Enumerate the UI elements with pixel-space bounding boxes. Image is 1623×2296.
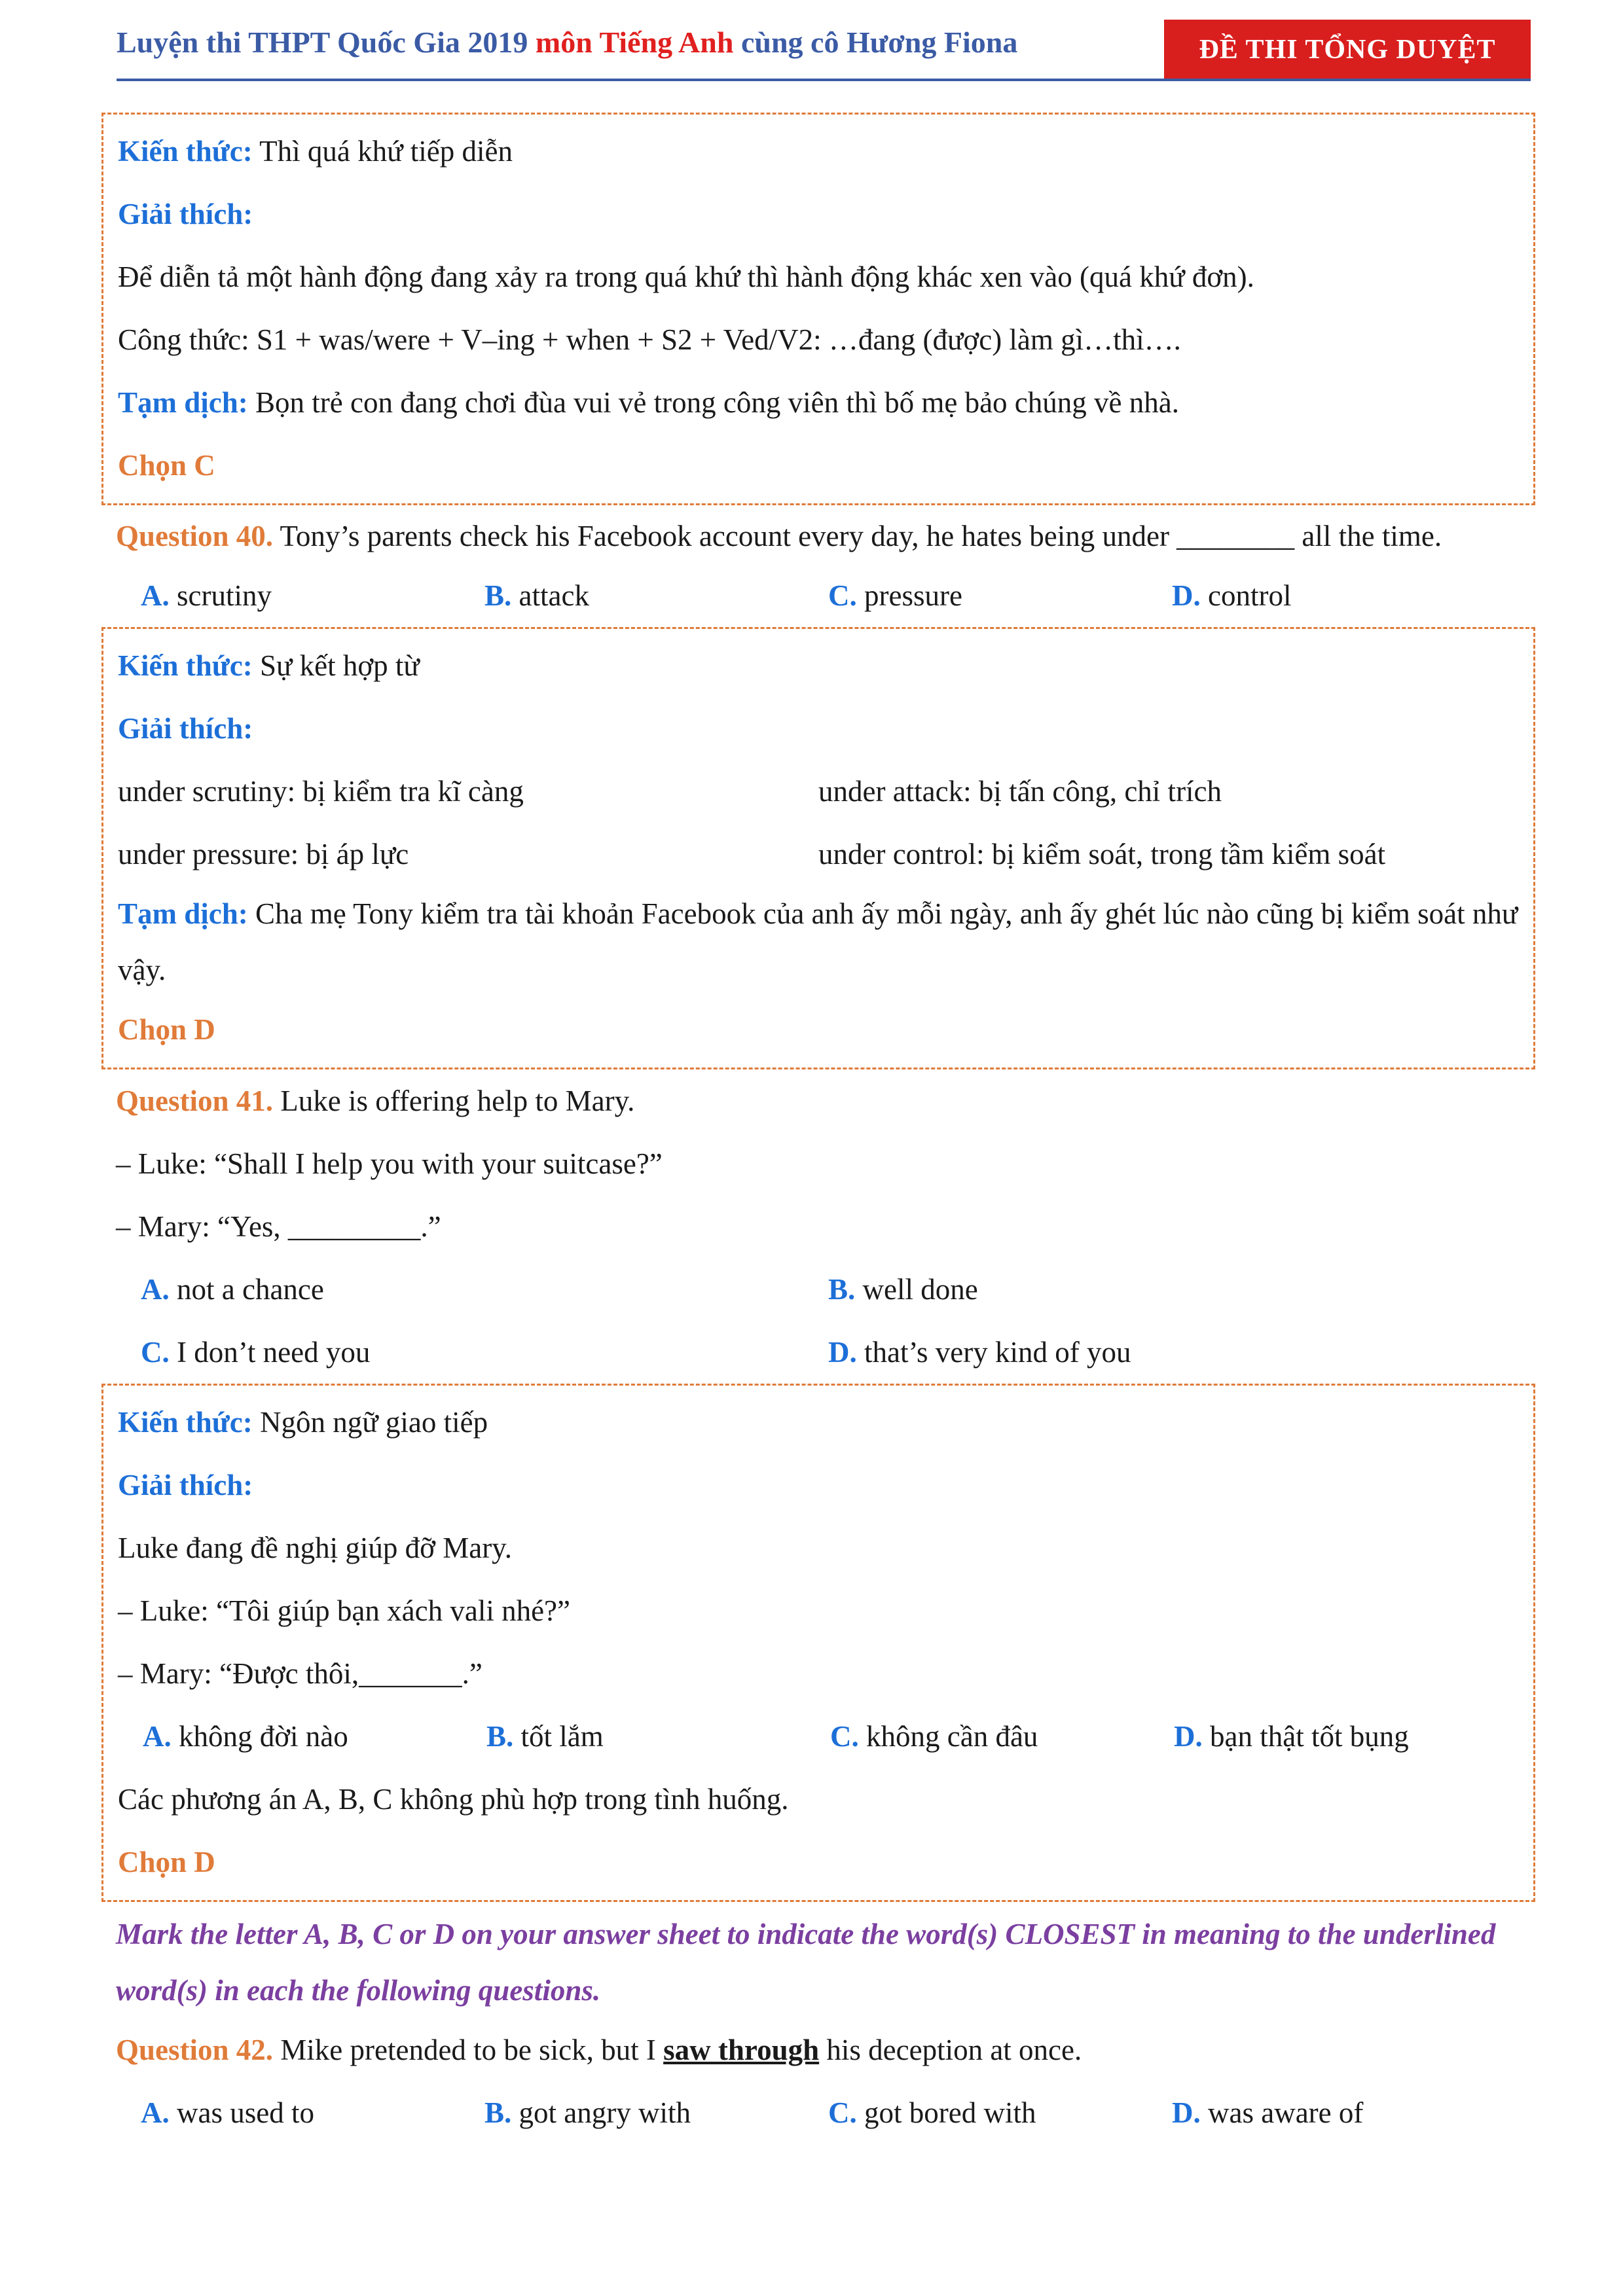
giaithich-label: Giải thích: — [118, 198, 253, 230]
header-divider — [117, 79, 1531, 81]
dialogue-line: – Mary: “Được thôi,_______.” — [118, 1657, 483, 1690]
collocation-row — [118, 760, 1519, 823]
collocation-item: under control: bị kiểm soát, trong tầm kiểm soát — [818, 838, 1386, 870]
question-text-before: Mike pretended to be sick, but I — [273, 2034, 664, 2066]
kienthuc-text: Sự kết hợp từ — [252, 649, 420, 682]
option-a[interactable]: A. not a chance — [141, 1273, 324, 1306]
translated-options — [118, 1705, 1519, 1768]
question-label: Question 42. — [116, 2034, 274, 2066]
options-40 — [101, 564, 1535, 627]
document-body — [101, 113, 1535, 2144]
question-label: Question 41. — [116, 1085, 274, 1117]
kienthuc-text: Ngôn ngữ giao tiếp — [252, 1406, 488, 1439]
tamdich-label: Tạm dịch: — [118, 897, 248, 930]
explanation-line: Để diễn tả một hành động đang xảy ra trong quá khứ thì hành động khác xen vào (quá khứ đơn). — [118, 260, 1254, 293]
collocation-item: under pressure: bị áp lực — [118, 838, 409, 870]
kienthuc-text: Thì quá khứ tiếp diễn — [252, 135, 513, 168]
collocation-item: under attack: bị tấn công, chỉ trích — [818, 775, 1222, 808]
option-a[interactable]: A. was used to — [141, 2096, 314, 2129]
options-41-row1 — [101, 1258, 1535, 1321]
option-b[interactable]: B. well done — [828, 1273, 978, 1306]
answer-choice: Chọn D — [118, 1013, 215, 1046]
explanation-line: Luke đang đề nghị giúp đỡ Mary. — [118, 1532, 513, 1564]
header-title-part1: Luyện thi THPT Quốc Gia 2019 — [117, 26, 536, 59]
option-c[interactable]: C. got bored with — [828, 2096, 1036, 2129]
kienthuc-label: Kiến thức: — [118, 135, 253, 168]
option-b[interactable]: B. got angry with — [484, 2096, 691, 2129]
formula-line: Công thức: S1 + was/were + V–ing + when + S2 + Ved/V2: …đang (được) làm gì…thì…. — [118, 323, 1181, 356]
option-a: A. không đời nào — [143, 1720, 348, 1753]
page-header — [117, 20, 1531, 77]
option-d[interactable]: D. was aware of — [1172, 2096, 1364, 2129]
options-42 — [101, 2081, 1535, 2144]
collocation-item: under scrutiny: bị kiểm tra kĩ càng — [118, 775, 524, 808]
tamdich-text: Cha mẹ Tony kiểm tra tài khoản Facebook của anh ấy mỗi ngày, anh ấy ghét lúc nào cũng bị kiểm soát như vậy. — [118, 897, 1518, 986]
tamdich-text: Bọn trẻ con đang chơi đùa vui vẻ trong công viên thì bố mẹ bảo chúng về nhà. — [247, 386, 1179, 419]
underlined-phrase: saw through — [663, 2034, 820, 2066]
header-badge: ĐỀ THI TỔNG DUYỆT — [1164, 20, 1531, 80]
question-text: Tony’s parents check his Facebook account every day, he hates being under ________ all the time. — [273, 520, 1442, 552]
kienthuc-label: Kiến thức: — [118, 1406, 253, 1439]
header-title — [117, 25, 1017, 60]
option-b[interactable]: B. attack — [484, 579, 589, 612]
tamdich-label: Tạm dịch: — [118, 386, 248, 419]
question-label: Question 40. — [116, 520, 274, 552]
header-title-subject: môn Tiếng Anh — [535, 26, 734, 59]
dialogue-line: – Mary: “Yes, _________.” — [116, 1210, 441, 1243]
question-42 — [101, 2018, 1535, 2081]
explanation-box-41 — [101, 1384, 1535, 1902]
header-title-part2: cùng cô Hương Fiona — [733, 26, 1018, 59]
explanation-box-39 — [101, 113, 1535, 505]
question-40 — [101, 505, 1535, 564]
option-c[interactable]: C. pressure — [828, 579, 962, 612]
option-d: D. bạn thật tốt bụng — [1174, 1720, 1409, 1753]
option-a[interactable]: A. scrutiny — [141, 579, 272, 612]
option-c: C. không cần đâu — [830, 1720, 1038, 1753]
explanation-box-40 — [101, 627, 1535, 1069]
section-instruction: Mark the letter A, B, C or D on your answer sheet to indicate the word(s) CLOSEST in meaning to the underlined word(s) in each the following questions. — [116, 1918, 1496, 2007]
answer-choice: Chọn C — [118, 449, 215, 482]
question-text: Luke is offering help to Mary. — [273, 1085, 635, 1117]
question-41 — [101, 1069, 1535, 1258]
giaithich-label: Giải thích: — [118, 712, 253, 745]
dialogue-line: – Luke: “Shall I help you with your suitcase?” — [116, 1147, 663, 1180]
option-d[interactable]: D. that’s very kind of you — [828, 1336, 1131, 1369]
dialogue-line: – Luke: “Tôi giúp bạn xách vali nhé?” — [118, 1594, 570, 1627]
kienthuc-label: Kiến thức: — [118, 649, 253, 682]
option-c[interactable]: C. I don’t need you — [141, 1336, 371, 1369]
question-text-after: his deception at once. — [819, 2034, 1082, 2066]
answer-choice: Chọn D — [118, 1846, 215, 1878]
option-d[interactable]: D. control — [1172, 579, 1292, 612]
options-41-row2 — [101, 1321, 1535, 1384]
explanation-line: Các phương án A, B, C không phù hợp trong tình huống. — [118, 1783, 789, 1816]
option-b: B. tốt lắm — [486, 1720, 604, 1753]
collocation-row — [118, 823, 1519, 886]
giaithich-label: Giải thích: — [118, 1469, 253, 1501]
